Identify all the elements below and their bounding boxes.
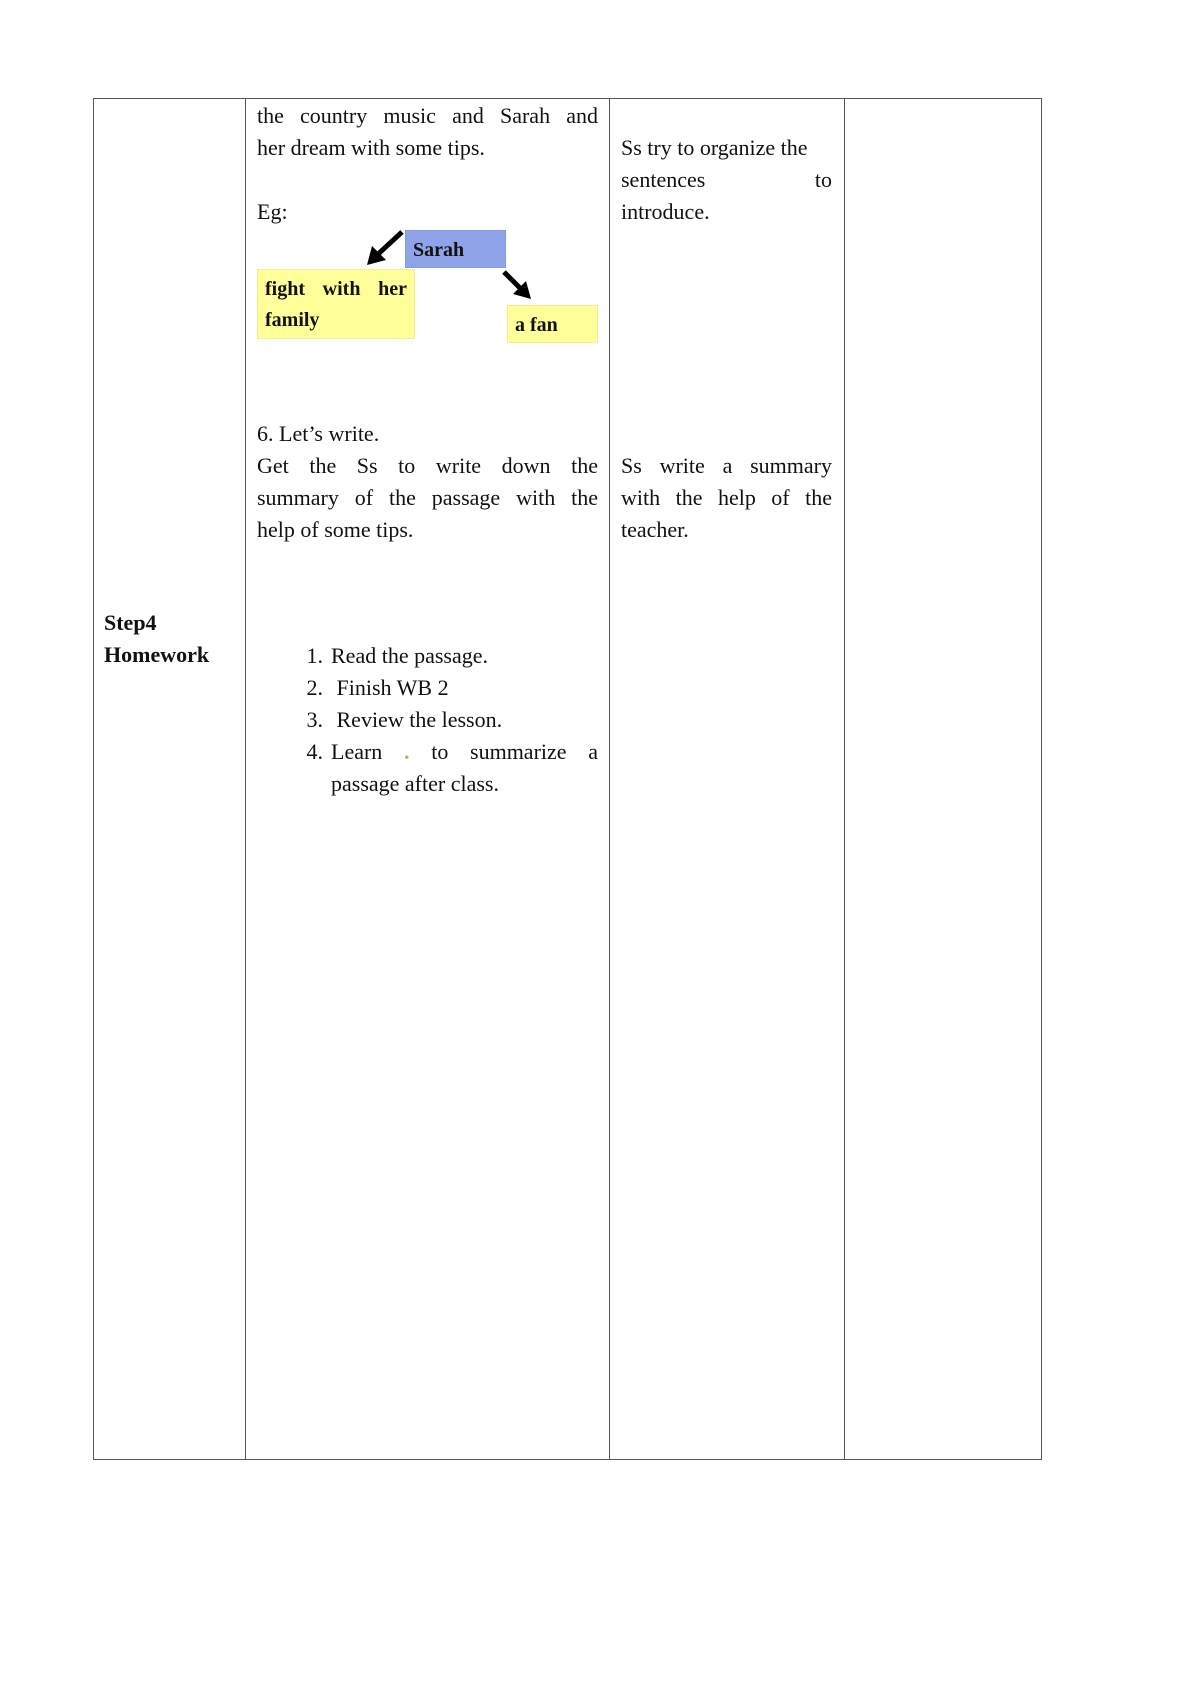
list-item-text-part: Learn — [331, 739, 383, 764]
list-item-text: Review the lesson. — [331, 707, 503, 732]
organize-line-1: Ss try to organize the — [621, 135, 808, 160]
list-item-text-part: to summarize a — [431, 739, 598, 764]
write-heading: 6. Let’s write. — [257, 421, 380, 446]
column-divider-3 — [844, 98, 845, 1460]
eg-label: Eg: — [257, 199, 288, 224]
step-label: Step4 — [104, 610, 157, 635]
summary-line-3: teacher. — [621, 517, 689, 542]
intro-line-1: the country music and Sarah and — [257, 103, 598, 128]
list-item-text — [331, 736, 598, 768]
organize-line-2: sentences to — [621, 167, 832, 192]
diagram-node-fight-line2: family — [265, 309, 320, 331]
list-item-number: 2. — [306, 675, 323, 700]
diagram-node-fight — [257, 269, 415, 339]
list-item-text-part: passage after class. — [331, 771, 499, 796]
organize-line-3: introduce. — [621, 199, 710, 224]
summary-line-2: with the help of the — [621, 485, 832, 510]
list-item — [306, 640, 598, 672]
diagram-node-fan — [507, 305, 598, 343]
column-divider-2 — [609, 98, 610, 1460]
list-item-number: 4. — [306, 739, 323, 764]
diagram-node-sarah-label: Sarah — [413, 239, 465, 261]
column-divider-1 — [245, 98, 246, 1460]
list-item-number: 3. — [306, 707, 323, 732]
write-line-2: summary of the passage with the — [257, 485, 598, 510]
arrow-down-left-icon — [364, 228, 406, 268]
step-title: Homework — [104, 642, 210, 667]
intro-line-2: her dream with some tips. — [257, 135, 485, 160]
list-item-text: Finish WB 2 — [331, 675, 449, 700]
list-item-number: 1. — [306, 643, 323, 668]
write-line-1: Get the Ss to write down the — [257, 453, 598, 478]
diagram-node-fan-label: a fan — [515, 314, 558, 336]
list-item-text: Read the passage. — [331, 643, 488, 668]
list-item — [306, 704, 598, 736]
homework-list — [306, 640, 598, 800]
write-line-3: help of some tips. — [257, 517, 414, 542]
list-item-mark: . — [404, 739, 410, 764]
diagram-node-sarah — [405, 230, 506, 268]
summary-line-1: Ss write a summary — [621, 453, 832, 478]
list-item — [306, 736, 598, 800]
diagram-node-fight-line1: fight with her — [265, 278, 407, 300]
arrow-down-right-icon — [500, 268, 534, 302]
list-item — [306, 672, 598, 704]
